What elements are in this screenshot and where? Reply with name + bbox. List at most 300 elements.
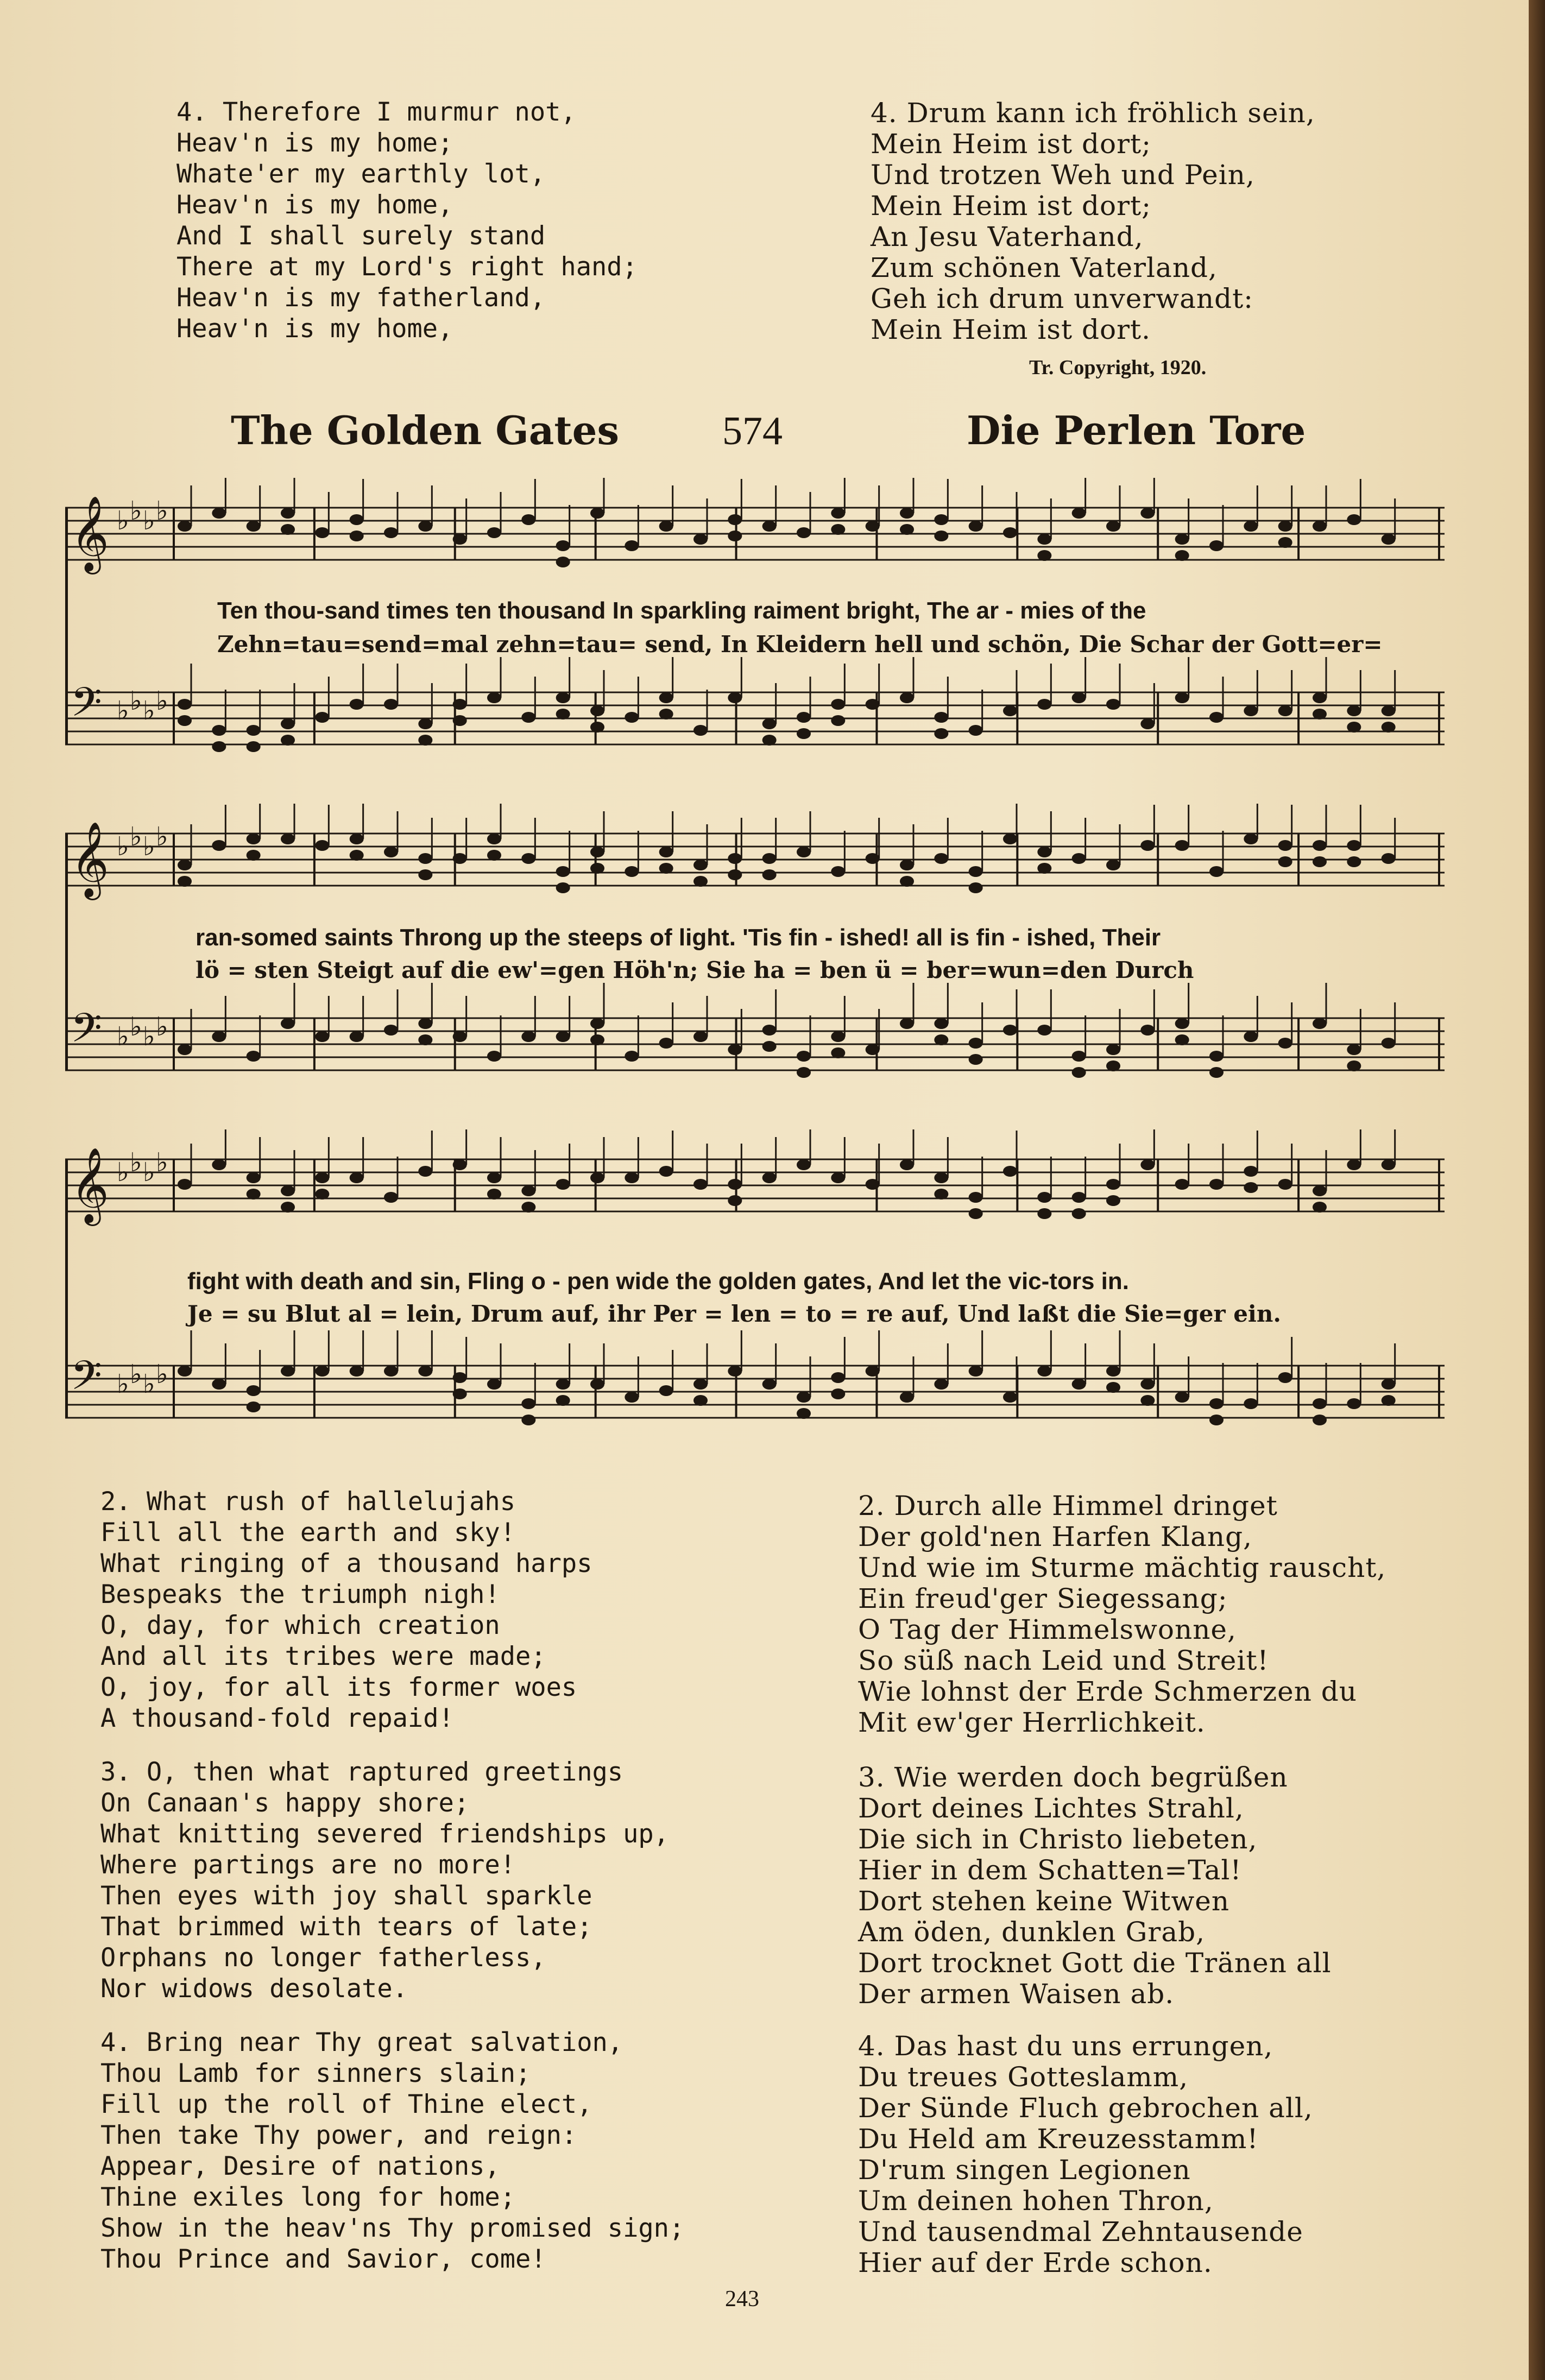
note-head xyxy=(1313,1415,1327,1425)
note-head xyxy=(762,1172,777,1183)
note-head xyxy=(212,1379,226,1390)
flat-icon: ♭ xyxy=(117,831,129,862)
verse-line: Dort trocknet Gott die Tränen all xyxy=(858,1947,1332,1979)
note-head xyxy=(1382,853,1396,864)
note-head xyxy=(1106,1382,1120,1393)
note-head xyxy=(556,540,570,551)
verse-line: Thou Lamb for sinners slain; xyxy=(100,2059,531,2088)
flat-icon: ♭ xyxy=(117,506,129,536)
note-head xyxy=(969,1192,983,1203)
stanza-4-german xyxy=(858,2031,1313,2278)
verse-line: Und trotzen Weh und Pein, xyxy=(871,159,1255,191)
note-head xyxy=(281,1366,295,1377)
note-head xyxy=(418,1018,432,1029)
note-head xyxy=(1106,521,1120,532)
note-head xyxy=(693,534,708,545)
verse-line: 4. Drum kann ich fröhlich sein, xyxy=(871,97,1315,129)
verse-line: Und wie im Sturme mächtig rauscht, xyxy=(858,1552,1386,1583)
note-head xyxy=(1106,1044,1120,1055)
note-head xyxy=(1382,1159,1396,1170)
note-head xyxy=(934,1172,948,1183)
note-head xyxy=(900,508,914,519)
note-head xyxy=(521,853,535,864)
note-head xyxy=(934,1379,948,1390)
note-head xyxy=(487,1379,501,1390)
flat-icon: ♭ xyxy=(130,1359,142,1390)
verse-line: Then eyes with joy shall sparkle xyxy=(100,1881,592,1911)
note-head xyxy=(521,1415,535,1425)
note-head xyxy=(350,531,364,541)
note-head xyxy=(247,521,261,532)
note-head xyxy=(590,1379,604,1390)
note-head xyxy=(1175,1034,1189,1045)
note-head xyxy=(247,834,261,844)
verse-line: 4. Therefore I murmur not, xyxy=(176,97,576,127)
note-head xyxy=(453,1159,467,1170)
note-head xyxy=(350,850,364,861)
note-head xyxy=(1278,840,1292,851)
note-head xyxy=(1382,1038,1396,1049)
note-head xyxy=(831,1172,845,1183)
note-head xyxy=(693,1395,708,1406)
note-head xyxy=(762,718,777,729)
music-system-2 xyxy=(65,804,1445,1108)
stanza-3-english xyxy=(100,1757,669,2004)
note-head xyxy=(866,1044,880,1055)
note-head xyxy=(659,847,673,857)
note-head xyxy=(418,853,432,864)
note-head xyxy=(487,692,501,703)
verse-line: Appear, Desire of nations, xyxy=(100,2151,500,2181)
note-head xyxy=(281,524,295,535)
note-head xyxy=(1382,1395,1396,1406)
note-head xyxy=(315,1366,329,1377)
note-head xyxy=(590,508,604,519)
note-head xyxy=(659,692,673,703)
note-head xyxy=(866,1179,880,1190)
note-head xyxy=(969,521,983,532)
note-head xyxy=(487,834,501,844)
note-head xyxy=(969,725,983,736)
note-head xyxy=(728,853,742,864)
note-head xyxy=(1313,692,1327,703)
stanza-4-english xyxy=(100,2027,684,2275)
note-head xyxy=(556,709,570,719)
note-head xyxy=(900,1159,914,1170)
note-head xyxy=(797,847,811,857)
note-head xyxy=(1382,534,1396,545)
note-head xyxy=(1313,1018,1327,1029)
verse-line: Heav'n is my home, xyxy=(176,314,453,344)
note-head xyxy=(247,850,261,861)
note-head xyxy=(831,524,845,535)
verse-line: Und tausendmal Zehntausende xyxy=(858,2216,1303,2248)
verse-line: Mein Heim ist dort; xyxy=(871,128,1151,160)
note-head xyxy=(556,866,570,877)
verse-line: O, joy, for all its former woes xyxy=(100,1672,577,1702)
note-head xyxy=(350,699,364,710)
note-head xyxy=(178,1179,192,1190)
note-head xyxy=(247,1189,261,1200)
note-head xyxy=(247,1402,261,1412)
note-head xyxy=(178,699,192,710)
stanza-3-german xyxy=(858,1762,1332,2010)
note-head xyxy=(521,1185,535,1196)
note-head xyxy=(1244,1182,1258,1193)
note-head xyxy=(384,847,398,857)
note-head xyxy=(934,1034,948,1045)
note-head xyxy=(1278,1372,1292,1383)
note-head xyxy=(831,866,845,877)
note-head xyxy=(1209,1415,1224,1425)
lyrics-english-line: fight with death and sin, Fling o - pen wide the golden gates, And let the vic-tors in. xyxy=(187,1268,1129,1295)
note-head xyxy=(1347,840,1361,851)
note-head xyxy=(1003,1166,1017,1177)
note-head xyxy=(247,725,261,736)
verse-line: O Tag der Himmelswonne, xyxy=(858,1614,1237,1645)
note-head xyxy=(1244,1031,1258,1042)
note-head xyxy=(728,531,742,541)
note-head xyxy=(1140,508,1155,519)
note-head xyxy=(418,869,432,880)
note-head xyxy=(178,1044,192,1055)
note-head xyxy=(934,1189,948,1200)
note-head xyxy=(1037,1208,1051,1219)
note-head xyxy=(1140,1395,1155,1406)
note-head xyxy=(590,1034,604,1045)
note-head xyxy=(1278,521,1292,532)
note-head xyxy=(900,876,914,887)
flat-icon: ♭ xyxy=(117,1021,129,1052)
copyright-notice: Tr. Copyright, 1920. xyxy=(1029,356,1207,379)
note-head xyxy=(1244,521,1258,532)
note-head xyxy=(384,699,398,710)
note-head xyxy=(178,715,192,726)
note-head xyxy=(1347,1060,1361,1071)
verse-line: Fill up the roll of Thine elect, xyxy=(100,2089,592,2119)
note-head xyxy=(900,692,914,703)
note-head xyxy=(1037,1025,1051,1036)
verse-line: Hier in dem Schatten=Tal! xyxy=(858,1854,1242,1886)
note-head xyxy=(1209,712,1224,723)
note-head xyxy=(900,1392,914,1403)
music-system-3 xyxy=(65,1129,1445,1450)
verse-line: Heav'n is my home, xyxy=(176,190,453,220)
flat-icon: ♭ xyxy=(130,496,142,526)
note-head xyxy=(728,1195,742,1206)
note-head xyxy=(1003,705,1017,716)
note-head xyxy=(350,1366,364,1377)
verse-line: Mein Heim ist dort. xyxy=(871,314,1151,345)
flat-icon: ♭ xyxy=(156,496,168,526)
verse-line: There at my Lord's right hand; xyxy=(176,252,638,282)
note-head xyxy=(1175,534,1189,545)
note-head xyxy=(1140,718,1155,729)
note-head xyxy=(1347,705,1361,716)
note-head xyxy=(797,728,811,739)
note-head xyxy=(900,860,914,870)
verse-line: An Jesu Vaterhand, xyxy=(871,221,1144,252)
note-head xyxy=(590,863,604,874)
grand-staff xyxy=(65,804,1445,1108)
note-head xyxy=(1037,847,1051,857)
flat-icon: ♭ xyxy=(143,696,155,726)
note-head xyxy=(1347,1044,1361,1055)
note-head xyxy=(453,1372,467,1383)
treble-clef-icon: 𝄞 xyxy=(71,496,109,571)
flat-icon: ♭ xyxy=(156,686,168,716)
hymn-title-german: Die Perlen Tore xyxy=(967,407,1306,453)
note-head xyxy=(556,1031,570,1042)
lyrics-german-line: lö = sten Steigt auf die ew'=gen Höh'n; Sie ha = ben ü = ber=wun=den Durch xyxy=(196,957,1194,983)
flat-icon: ♭ xyxy=(130,1012,142,1042)
note-head xyxy=(1037,534,1051,545)
note-head xyxy=(1106,1179,1120,1190)
verse-line: Nor widows desolate. xyxy=(100,1974,408,2004)
verse-line: Der armen Waisen ab. xyxy=(858,1978,1175,2010)
note-head xyxy=(1278,856,1292,867)
note-head xyxy=(590,722,604,733)
note-head xyxy=(1209,1067,1224,1078)
flat-icon: ♭ xyxy=(130,1147,142,1178)
note-head xyxy=(934,1018,948,1029)
note-head xyxy=(315,1031,329,1042)
note-head xyxy=(247,1385,261,1396)
note-head xyxy=(1382,705,1396,716)
stanza-2-english xyxy=(100,1486,592,1734)
note-head xyxy=(728,1044,742,1055)
note-head xyxy=(384,527,398,538)
note-head xyxy=(1140,840,1155,851)
note-head xyxy=(453,534,467,545)
grand-staff xyxy=(65,478,1445,771)
note-head xyxy=(1278,537,1292,548)
lyrics-english-line: ran-somed saints Throng up the steeps of light. 'Tis fin - ished! all is fin - ished, Their xyxy=(196,924,1161,951)
note-head xyxy=(590,847,604,857)
note-head xyxy=(1244,705,1258,716)
note-head xyxy=(1140,1379,1155,1390)
note-head xyxy=(797,1067,811,1078)
flat-icon: ♭ xyxy=(156,1359,168,1390)
note-head xyxy=(831,715,845,726)
note-head xyxy=(625,540,639,551)
note-head xyxy=(797,1159,811,1170)
verse-line: 3. O, then what raptured greetings xyxy=(100,1757,623,1787)
note-head xyxy=(350,1031,364,1042)
verse-line: What ringing of a thousand harps xyxy=(100,1549,592,1579)
note-head xyxy=(590,1172,604,1183)
bass-clef-icon: 𝄢 xyxy=(71,1005,102,1062)
flat-icon: ♭ xyxy=(117,1157,129,1188)
note-head xyxy=(1209,1179,1224,1190)
note-head xyxy=(797,1392,811,1403)
note-head xyxy=(247,741,261,752)
note-head xyxy=(1313,840,1327,851)
verse-line: D'rum singen Legionen xyxy=(858,2154,1191,2186)
note-head xyxy=(728,1179,742,1190)
note-head xyxy=(1347,514,1361,525)
note-head xyxy=(281,1202,295,1213)
note-head xyxy=(418,1366,432,1377)
note-head xyxy=(762,735,777,746)
note-head xyxy=(1072,508,1086,519)
verse-line: Whate'er my earthly lot, xyxy=(176,159,546,189)
note-head xyxy=(1175,550,1189,561)
note-head xyxy=(556,1179,570,1190)
note-head xyxy=(521,1202,535,1213)
verse-line: What knitting severed friendships up, xyxy=(100,1819,669,1849)
verse-line: So süß nach Leid und Streit! xyxy=(858,1645,1269,1676)
verse-line: On Canaan's happy shore; xyxy=(100,1788,470,1818)
verse-line: Heav'n is my fatherland, xyxy=(176,283,546,313)
verse-line: Wie lohnst der Erde Schmerzen du xyxy=(858,1676,1358,1707)
verse-line: Der gold'nen Harfen Klang, xyxy=(858,1521,1252,1552)
note-head xyxy=(556,1379,570,1390)
note-head xyxy=(1037,550,1051,561)
note-head xyxy=(1313,1185,1327,1196)
treble-clef-icon: 𝄞 xyxy=(71,1147,109,1223)
note-head xyxy=(315,1189,329,1200)
note-head xyxy=(487,1051,501,1062)
flat-icon: ♭ xyxy=(117,1369,129,1399)
verse-line: And I shall surely stand xyxy=(176,221,546,251)
note-head xyxy=(900,1018,914,1029)
verse-line: 2. Durch alle Himmel dringet xyxy=(858,1490,1278,1522)
note-head xyxy=(1278,1038,1292,1049)
verse-line: Am öden, dunklen Grab, xyxy=(858,1916,1206,1948)
verse-line: Geh ich drum unverwandt: xyxy=(871,283,1254,314)
note-head xyxy=(728,692,742,703)
lyrics-german-line: Zehn=tau=send=mal zehn=tau= send, In Kleidern hell und schön, Die Schar der Gott=er= xyxy=(217,631,1383,658)
note-head xyxy=(797,527,811,538)
flat-icon: ♭ xyxy=(143,1369,155,1399)
verse-line: Heav'n is my home; xyxy=(176,128,453,158)
book-binding-edge xyxy=(1529,0,1545,2380)
note-head xyxy=(418,521,432,532)
verse-line: Um deinen hohen Thron, xyxy=(858,2185,1214,2217)
note-head xyxy=(521,1398,535,1409)
music-system-1 xyxy=(65,478,1445,771)
note-head xyxy=(625,1392,639,1403)
verse-line: Mein Heim ist dort; xyxy=(871,190,1151,222)
note-head xyxy=(1037,1192,1051,1203)
note-head xyxy=(212,1031,226,1042)
note-head xyxy=(625,866,639,877)
note-head xyxy=(315,840,329,851)
note-head xyxy=(934,514,948,525)
flat-icon: ♭ xyxy=(143,506,155,536)
note-head xyxy=(1106,699,1120,710)
flat-icon: ♭ xyxy=(143,1021,155,1052)
note-head xyxy=(1313,1398,1327,1409)
note-head xyxy=(487,1172,501,1183)
note-head xyxy=(969,1054,983,1065)
verse-line: Der Sünde Fluch gebrochen all, xyxy=(858,2092,1313,2124)
note-head xyxy=(659,709,673,719)
note-head xyxy=(487,850,501,861)
note-head xyxy=(659,1038,673,1049)
note-head xyxy=(693,860,708,870)
verse-line: Du treues Gotteslamm, xyxy=(858,2061,1189,2093)
hymn-title-english: The Golden Gates xyxy=(231,407,619,453)
note-head xyxy=(831,1031,845,1042)
note-head xyxy=(762,521,777,532)
note-head xyxy=(350,514,364,525)
note-head xyxy=(1382,722,1396,733)
verse-line: Fill all the earth and sky! xyxy=(100,1518,516,1548)
note-head xyxy=(625,712,639,723)
note-head xyxy=(521,1031,535,1042)
note-head xyxy=(590,1018,604,1029)
note-head xyxy=(1278,705,1292,716)
flat-icon: ♭ xyxy=(130,686,142,716)
lyrics-german-line: Je = su Blut al = lein, Drum auf, ihr Per = len = to = re auf, Und laßt die Sie=ger ein. xyxy=(187,1301,1282,1327)
note-head xyxy=(521,712,535,723)
note-head xyxy=(453,699,467,710)
note-head xyxy=(1003,1025,1017,1036)
note-head xyxy=(625,1172,639,1183)
note-head xyxy=(281,834,295,844)
note-head xyxy=(556,1395,570,1406)
note-head xyxy=(178,860,192,870)
verse-line: Then take Thy power, and reign: xyxy=(100,2120,577,2150)
note-head xyxy=(1175,840,1189,851)
verse-line: Du Held am Kreuzesstamm! xyxy=(858,2123,1259,2155)
note-head xyxy=(728,1366,742,1377)
note-head xyxy=(659,1166,673,1177)
note-head xyxy=(659,1385,673,1396)
note-head xyxy=(762,869,777,880)
note-head xyxy=(281,1185,295,1196)
note-head xyxy=(281,735,295,746)
note-head xyxy=(797,712,811,723)
page-number: 243 xyxy=(725,2287,759,2312)
note-head xyxy=(453,1388,467,1399)
note-head xyxy=(934,728,948,739)
bass-clef-icon: 𝄢 xyxy=(71,679,102,736)
flat-icon: ♭ xyxy=(156,1147,168,1178)
note-head xyxy=(1313,521,1327,532)
note-head xyxy=(1003,1392,1017,1403)
note-head xyxy=(1209,1051,1224,1062)
treble-clef-icon: 𝄞 xyxy=(71,822,109,897)
note-head xyxy=(762,853,777,864)
note-head xyxy=(418,1166,432,1177)
note-head xyxy=(1175,1179,1189,1190)
note-head xyxy=(693,876,708,887)
note-head xyxy=(1106,1060,1120,1071)
note-head xyxy=(315,527,329,538)
note-head xyxy=(1382,1379,1396,1390)
note-head xyxy=(1209,866,1224,877)
note-head xyxy=(1072,1208,1086,1219)
note-head xyxy=(1037,863,1051,874)
note-head xyxy=(762,1025,777,1036)
note-head xyxy=(350,834,364,844)
note-head xyxy=(212,840,226,851)
note-head xyxy=(556,882,570,893)
note-head xyxy=(281,1018,295,1029)
verse-line: 4. Das hast du uns errungen, xyxy=(858,2030,1273,2062)
note-head xyxy=(969,1208,983,1219)
note-head xyxy=(521,514,535,525)
note-head xyxy=(281,508,295,519)
note-head xyxy=(969,1038,983,1049)
flat-icon: ♭ xyxy=(156,822,168,852)
note-head xyxy=(1072,1067,1086,1078)
note-head xyxy=(418,735,432,746)
note-head xyxy=(762,1379,777,1390)
